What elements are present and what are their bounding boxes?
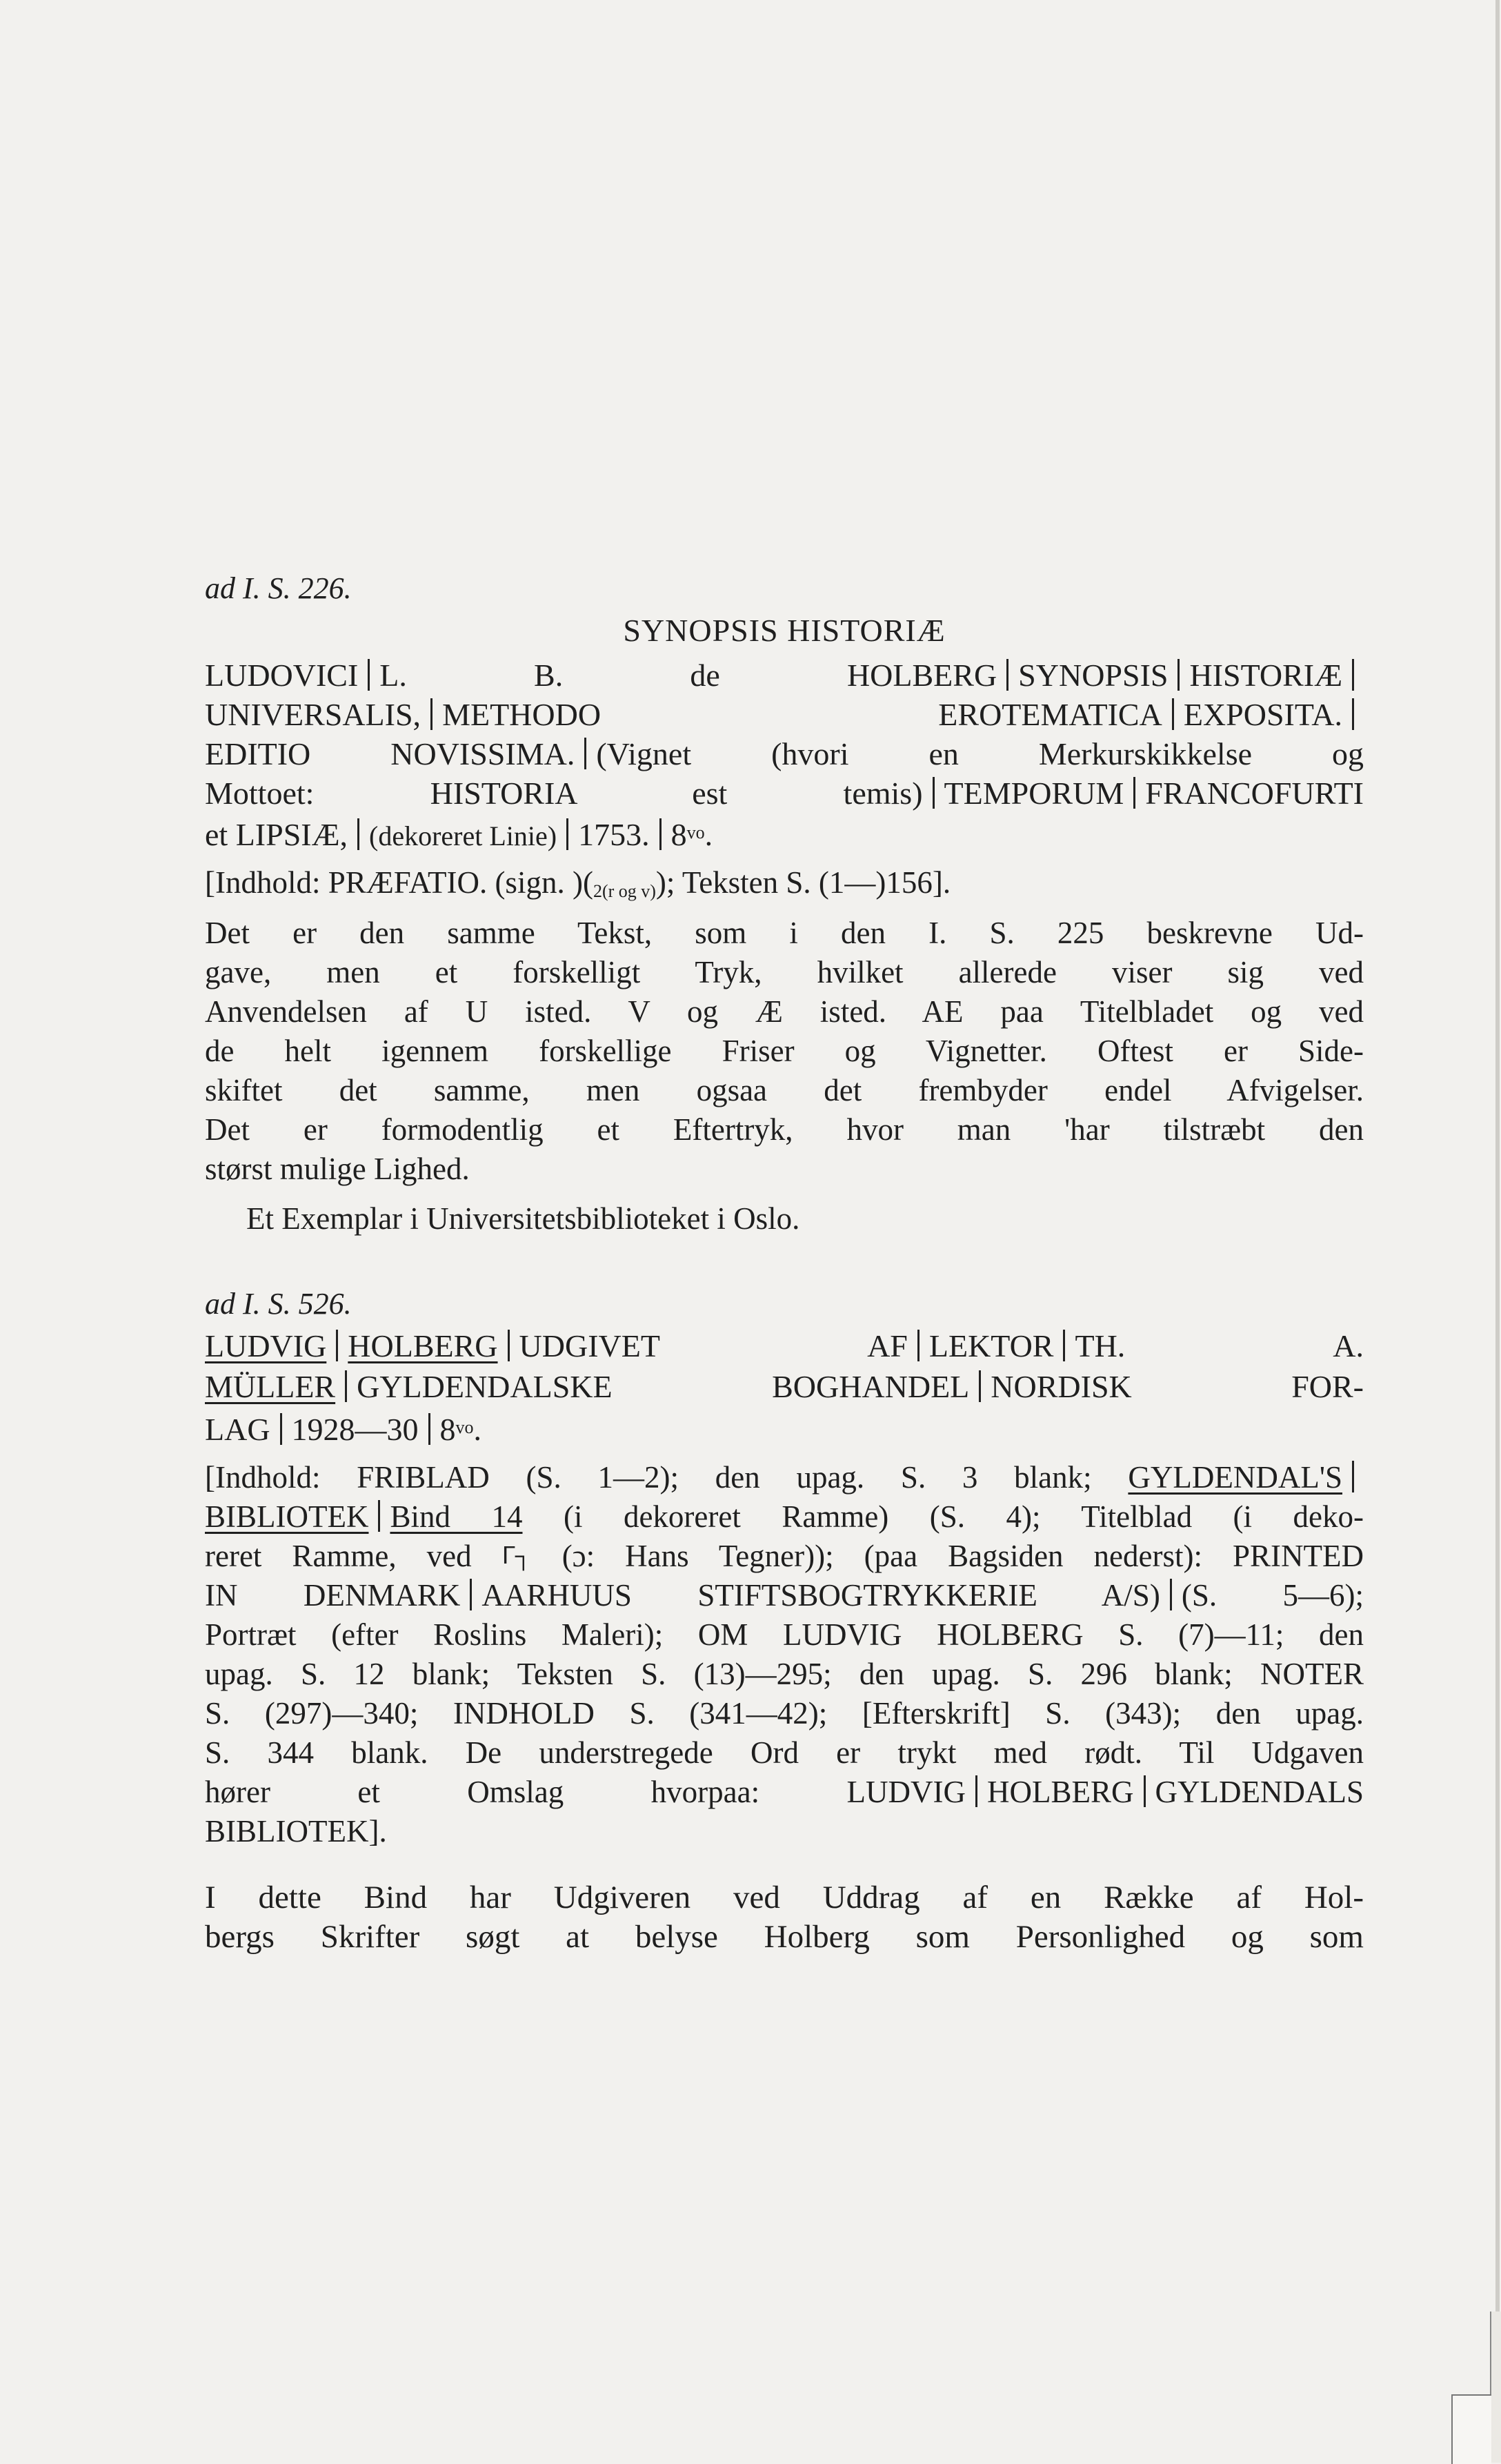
contents-description: upag. S. 12 blank; Teksten S. (13)—295; den upag. S. 296 blank; NOTER bbox=[205, 1657, 1364, 1691]
line-break-mark bbox=[1063, 1330, 1065, 1361]
line-break-mark bbox=[659, 818, 662, 850]
line-break-mark bbox=[357, 818, 359, 850]
line-break-mark bbox=[1172, 698, 1174, 730]
entry-reference: ad I. S. 526. bbox=[205, 1287, 352, 1321]
line-break-mark bbox=[368, 659, 370, 691]
title-transcription-line: LAG 1928—30 $8^{vo}$. bbox=[205, 1412, 482, 1447]
paragraph-line: gave, men et forskelligt Tryk, hvilket allerede viser sig ved bbox=[205, 955, 1364, 989]
contents-description: hører et Omslag hvorpaa: LUDVIG HOLBERG GYLDENDALS bbox=[205, 1775, 1364, 1809]
title-transcription-line: MÜLLER GYLDENDALSKE BOGHANDEL NORDISK FOR- bbox=[205, 1369, 1364, 1404]
line-break-mark bbox=[1352, 698, 1354, 730]
contents-description: [Indhold: FRIBLAD (S. 1—2); den upag. S. 3 blank; GYLDENDAL'S bbox=[205, 1457, 1364, 1497]
line-break-mark bbox=[345, 1370, 347, 1402]
line-break-mark bbox=[336, 1330, 338, 1361]
paragraph-line: Det er formodentlig et Eftertryk, hvor man 'har tilstræbt den bbox=[205, 1112, 1364, 1147]
title-transcription-line: Mottoet: HISTORIA est temis) TEMPORUM FRANCOFURTI bbox=[205, 776, 1364, 811]
line-break-mark bbox=[1133, 777, 1135, 809]
paragraph-line: skiftet det samme, men ogsaa det frembyder endel Afvigelser. bbox=[205, 1073, 1364, 1107]
line-break-mark bbox=[584, 738, 586, 769]
line-break-mark bbox=[979, 1370, 981, 1402]
page-corner-fold bbox=[1451, 2394, 1491, 2464]
title-transcription-line: LUDVIG HOLBERG UDGIVET AF LEKTOR TH. A. bbox=[205, 1328, 1364, 1363]
line-break-mark bbox=[508, 1330, 510, 1361]
line-break-mark bbox=[933, 777, 935, 809]
line-break-mark bbox=[280, 1413, 282, 1445]
line-break-mark bbox=[378, 1500, 380, 1532]
paragraph-line: bergs Skrifter søgt at belyse Holberg som Personlighed og som bbox=[205, 1919, 1364, 1955]
paragraph-line: Anvendelsen af U isted. V og Æ isted. AE paa Titelbladet og ved bbox=[205, 994, 1364, 1029]
contents-description: Portræt (efter Roslins Maleri); OM LUDVIG HOLBERG S. (7)—11; den bbox=[205, 1617, 1364, 1652]
entry-heading: SYNOPSIS HISTORIÆ bbox=[623, 613, 946, 648]
title-transcription-line: UNIVERSALIS, METHODO EROTEMATICA EXPOSITA. bbox=[205, 695, 1364, 735]
line-break-mark bbox=[470, 1579, 472, 1610]
line-break-mark bbox=[1177, 659, 1180, 691]
line-break-mark bbox=[975, 1775, 977, 1807]
contents-description: S. 344 blank. De understregede Ord er trykt med rødt. Til Udgaven bbox=[205, 1735, 1364, 1770]
paragraph-line: Det er den samme Tekst, som i den I. S. 225 beskrevne Ud- bbox=[205, 916, 1364, 950]
title-transcription-line: et LIPSIÆ, (dekoreret Linie) 1753. $8^{vo}$. bbox=[205, 817, 713, 852]
line-break-mark bbox=[1006, 659, 1008, 691]
line-break-mark bbox=[428, 1413, 430, 1445]
line-break-mark bbox=[917, 1330, 920, 1361]
library-copy-note: Et Exemplar i Universitetsbiblioteket i Oslo. bbox=[246, 1201, 800, 1236]
contents-description: S. (297)—340; INDHOLD S. (341—42); [Efterskrift] S. (343); den upag. bbox=[205, 1696, 1364, 1731]
line-break-mark bbox=[430, 698, 433, 730]
title-transcription-line: LUDOVICI L. B. de HOLBERG SYNOPSIS HISTORIÆ bbox=[205, 656, 1364, 696]
contents-description: [Indhold: PRÆFATIO. (sign. )$(_{2(r og v)})$; Teksten S. (1—)156]. bbox=[205, 865, 951, 901]
line-break-mark bbox=[1144, 1775, 1146, 1807]
monogram-mark: ᒥ┐ bbox=[501, 1544, 532, 1569]
contents-description: BIBLIOTEK Bind 14 (i dekoreret Ramme) (S. 4); Titelblad (i deko- bbox=[205, 1499, 1364, 1534]
page-edge-shadow bbox=[1490, 2312, 1501, 2463]
paragraph-line: I dette Bind har Udgiveren ved Uddrag af en Række af Hol- bbox=[205, 1880, 1364, 1915]
contents-description: IN DENMARK AARHUUS STIFTSBOGTRYKKERIE A/S) (S. 5—6); bbox=[205, 1578, 1364, 1613]
paragraph-line: de helt igennem forskellige Friser og Vignetter. Oftest er Side- bbox=[205, 1034, 1364, 1068]
contents-description: BIBLIOTEK]. bbox=[205, 1814, 387, 1849]
line-break-mark bbox=[1352, 1461, 1354, 1492]
page-edge bbox=[1495, 0, 1500, 2463]
line-break-mark bbox=[1170, 1579, 1172, 1610]
line-break-mark bbox=[566, 818, 568, 850]
contents-description: reret Ramme, ved ᒥ┐ (ɔ: Hans Tegner)); (paa Bagsiden nederst): PRINTED bbox=[205, 1536, 1364, 1576]
entry-reference: ad I. S. 226. bbox=[205, 571, 352, 605]
title-transcription-line: EDITIO NOVISSIMA. (Vignet (hvori en Merkurskikkelse og bbox=[205, 736, 1364, 771]
bleed-through-text bbox=[172, 138, 1400, 455]
paragraph-line: størst mulige Lighed. bbox=[205, 1152, 470, 1186]
line-break-mark bbox=[1352, 659, 1354, 691]
